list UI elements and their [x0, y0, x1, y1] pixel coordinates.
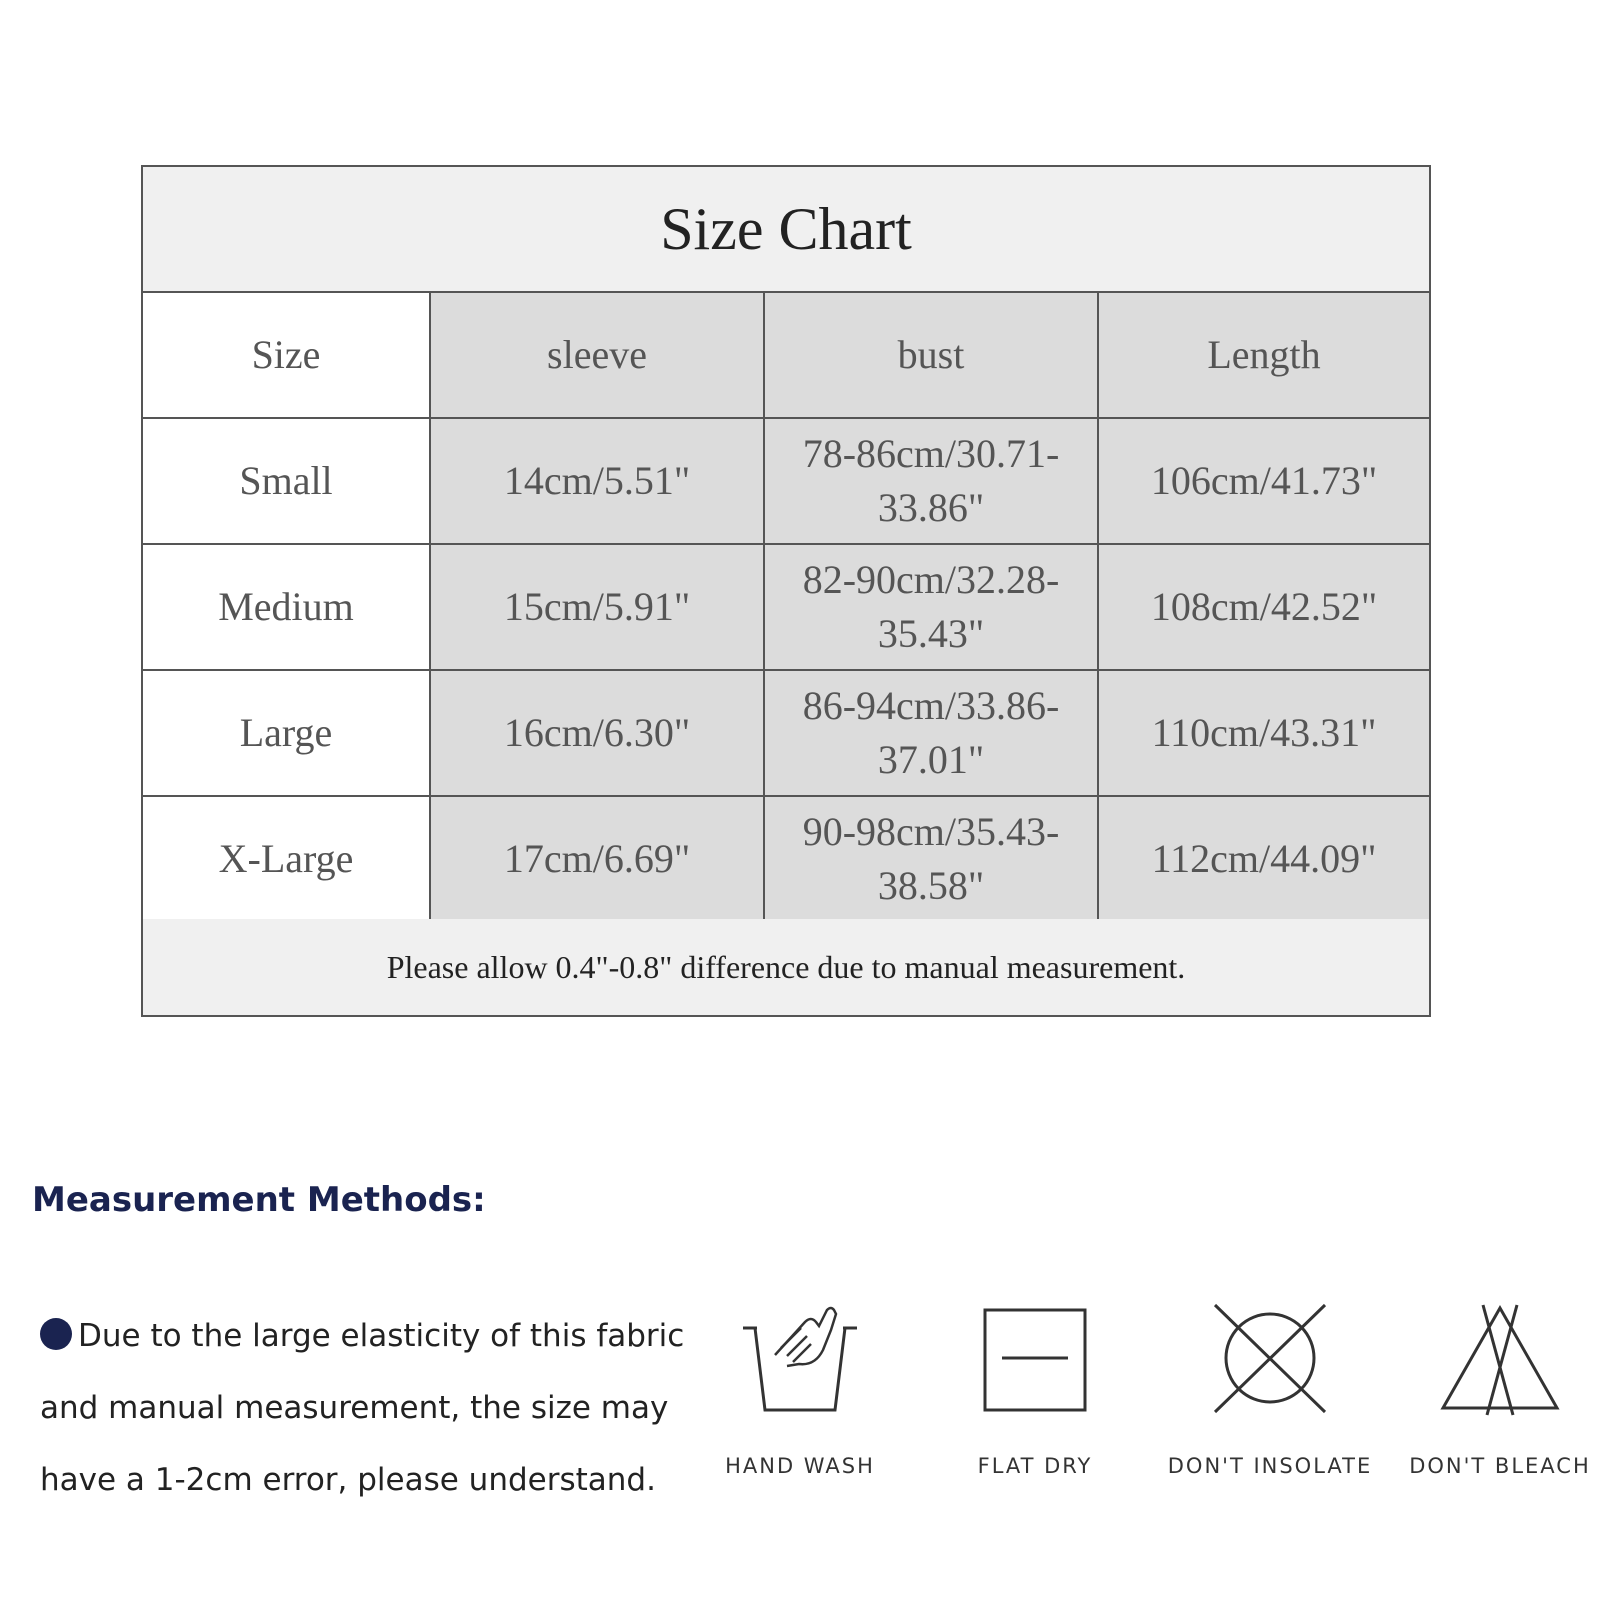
care-dont-bleach — [1390, 1300, 1600, 1478]
size-cell: X-Large — [143, 797, 431, 921]
sleeve-cell: 15cm/5.91" — [431, 545, 765, 669]
care-label: DON'T BLEACH — [1409, 1454, 1591, 1478]
measurement-note: Please allow 0.4"-0.8" difference due to manual measurement. — [143, 919, 1429, 1015]
size-cell: Medium — [143, 545, 431, 669]
header-size: Size — [143, 293, 431, 417]
bust-cell: 82-90cm/32.28-35.43" — [765, 545, 1099, 669]
header-sleeve: sleeve — [431, 293, 765, 417]
hand-wash-icon — [735, 1300, 865, 1420]
measurement-methods-title: Measurement Methods: — [32, 1180, 486, 1220]
care-label: DON'T INSOLATE — [1167, 1454, 1373, 1478]
table-header-row — [143, 293, 1429, 419]
care-hand-wash — [690, 1300, 910, 1478]
sleeve-cell: 16cm/6.30" — [431, 671, 765, 795]
bust-cell: 90-98cm/35.43-38.58" — [765, 797, 1099, 921]
table-row — [143, 419, 1429, 545]
table-row — [143, 797, 1429, 923]
header-bust: bust — [765, 293, 1099, 417]
size-chart-title: Size Chart — [143, 167, 1429, 293]
care-label: FLAT DRY — [977, 1454, 1093, 1478]
dont-insolate-icon — [1205, 1300, 1335, 1420]
size-chart-table — [141, 165, 1431, 1017]
size-cell: Small — [143, 419, 431, 543]
care-dont-insolate — [1160, 1300, 1380, 1478]
care-label: HAND WASH — [725, 1454, 875, 1478]
length-cell: 110cm/43.31" — [1099, 671, 1429, 795]
sleeve-cell: 17cm/6.69" — [431, 797, 765, 921]
length-cell: 108cm/42.52" — [1099, 545, 1429, 669]
table-row — [143, 671, 1429, 797]
measurement-description — [40, 1300, 720, 1516]
care-flat-dry — [925, 1300, 1145, 1478]
length-cell: 106cm/41.73" — [1099, 419, 1429, 543]
flat-dry-icon — [970, 1300, 1100, 1420]
bullet-icon — [40, 1318, 72, 1350]
sleeve-cell: 14cm/5.51" — [431, 419, 765, 543]
length-cell: 112cm/44.09" — [1099, 797, 1429, 921]
bust-cell: 86-94cm/33.86-37.01" — [765, 671, 1099, 795]
dont-bleach-icon — [1435, 1300, 1565, 1420]
size-chart-grid — [143, 293, 1429, 923]
header-length: Length — [1099, 293, 1429, 417]
table-row — [143, 545, 1429, 671]
bust-cell: 78-86cm/30.71-33.86" — [765, 419, 1099, 543]
size-cell: Large — [143, 671, 431, 795]
measurement-text: Due to the large elasticity of this fabric and manual measurement, the size may have a 1-2cm error, please understand. — [40, 1318, 685, 1498]
